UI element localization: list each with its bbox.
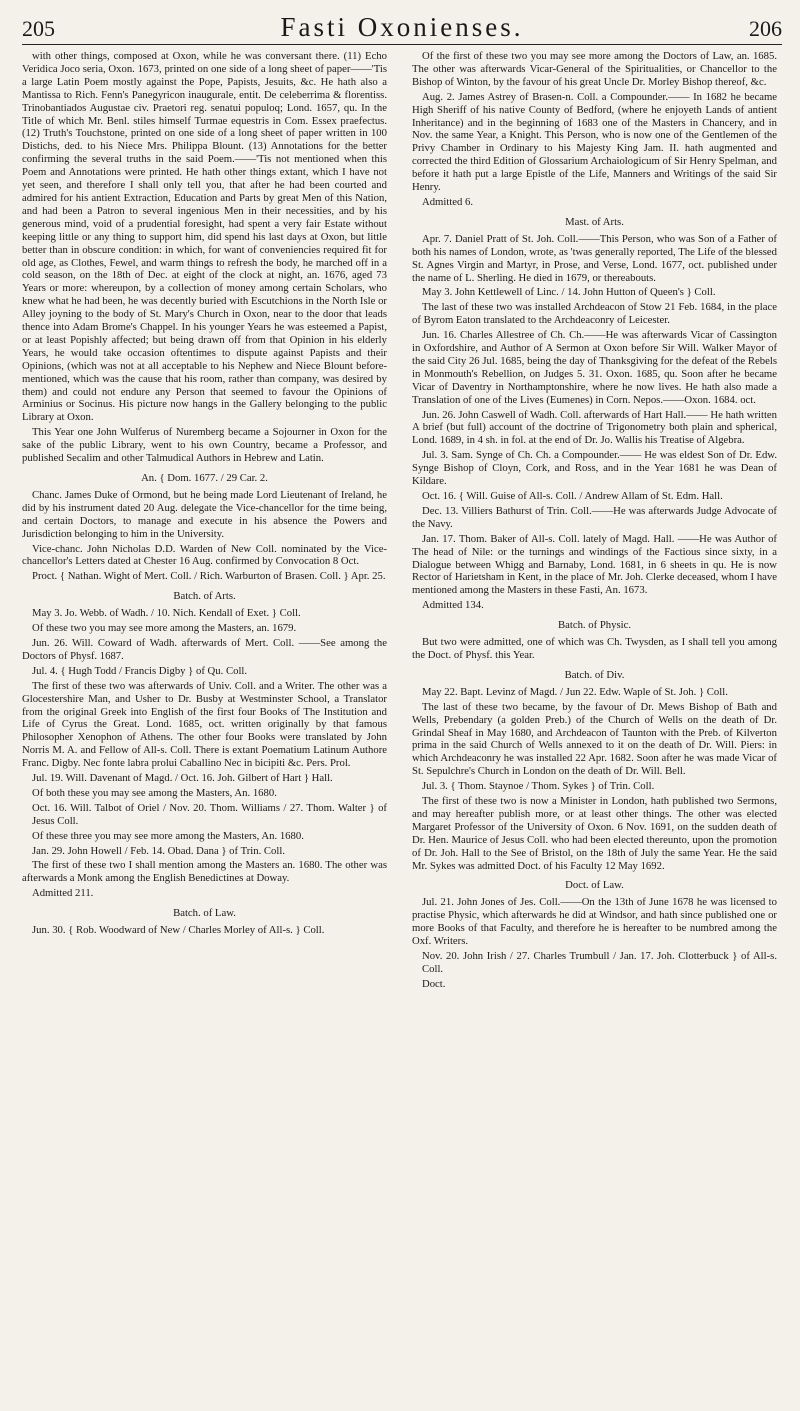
- paragraph: May 3. John Kettlewell of Linc. / 14. John Hutton of Queen's } Coll.: [422, 286, 716, 299]
- paragraph: May 22. Bapt. Levinz of Magd. / Jun 22. Edw. Waple of St. Joh. } Coll.: [422, 685, 728, 698]
- paragraph: But two were admitted, one of which was Ch. Twysden, as I shall tell you among the Doct. of Physf. this Year.: [412, 636, 777, 661]
- paragraph: Jun. 16. Charles Allestree of Ch. Ch.——He was afterwards Vicar of Cassington in Oxfordshire, and Author of A Sermon at Oxon before Sir Will. Walker Mayor of the said City 26 Jul. 1685, being the day of Thanksgiving for the defeat of the Rebels in Monmouth's Rebellion, on Judges 5. 31. Oxon. 1685, qu. Soon after he became Vicar of Daventry in Northamptonshire, where he now lives. He hath also made a Translation of one of the Lives (Eumenes) in Corn. Nepos.——Oxon. 1684. oct.: [412, 329, 777, 406]
- section-heading: Batch. of Arts.: [173, 590, 236, 603]
- paragraph: Jun. 26. John Caswell of Wadh. Coll. afterwards of Hart Hall.—— He hath written A brief (but full) account of the doctrine of Trigonometry both plain and spherical, Lond. 1689, in 4 sh. in fol. at the end of Dr. Jo. Wallis his Treatise of Algebra.: [412, 408, 777, 447]
- paragraph: The first of these two is now a Minister in London, hath published two Sermons, and may hereafter publish more, or at least other things. The other was elected Margaret Professor of the University of Oxon. 6 Nov. 1691, on the sudden death of Dr. Hen. Maurice of Jesus Coll. who had been elected thereunto, upon the promotion of Dr. Joh. Hall to the See of Bristol, on the 18th of July the same Year. He the said Mr. Sykes was admitted Doct. of his Faculty 12 May 1692.: [412, 795, 777, 872]
- section-heading: Batch. of Law.: [173, 907, 236, 920]
- paragraph: Aug. 2. James Astrey of Brasen-n. Coll. a Compounder.—— In 1682 he became High Sheriff of his native County of Bedford, (where he enjoyeth Lands of antient Inheritance) and in the beginning of 1683 one of the Masters in Chancery, and in Nov. the same Year, a Knight. This Person, who is now one of the Gentlemen of the Privy Chamber in Ordinary to his Majesty King Jam. II. hath augmented and corrected the third Edition of Glossarium Archaiologicum of Sir Henry Spelman, and before it hath put a large Epistle of the Life, Manners and Writings of the said Sir Henry.: [412, 90, 777, 194]
- running-head: [22, 10, 782, 45]
- section-heading: Doct. of Law.: [565, 879, 624, 892]
- page-number-left: 205: [22, 16, 55, 41]
- paragraph: Of the first of these two you may see more among the Doctors of Law, an. 1685. The other was afterwards Vicar-General of the Spiritualities, or Chancellor to the Bishop of Winton, by the favour of his great Uncle Dr. Morley Bishop thereof, &c.: [412, 50, 777, 88]
- paragraph: Admitted 134.: [422, 599, 484, 612]
- section-heading: An. { Dom. 1677. / 29 Car. 2.: [141, 472, 268, 484]
- paragraph: Nov. 20. John Irish / 27. Charles Trumbull / Jan. 17. Joh. Clotterbuck } of All-s. Coll.: [422, 950, 777, 975]
- paragraph: with other things, composed at Oxon, while he was conversant there. (11) Echo Veridica Joco seria, Oxon. 1673, printed on one side of a long sheet of paper——'Tis a large Latin Poem mostly against the Pope, Papists, Jesuits, &c. He hath also a Mantissa to Rich. Fenn's Panegyricon inaugurale, entit. De celeberrima & florentiss. Trinobantiados Augustae civ. Praetori reg. senatui populoq; Lond. 1657, qu. In the Title of which Mr. Benl. stiles himself Turmae equestris in Com. Essex praefectus. (12) Truth's Touchstone, printed on one side of a long sheet of paper written in 100 Distichs, ded. to his Niece Mrs. Philippa Blount. (13) Annotations for the better confirming the several truths in the said Poem.——'Tis not mentioned when this Poem and Annotations were printed. He hath other things extant, which I have not yet seen, and therefore I shall only tell you, that after he had been courted and admired for his antient Extraction, Education and Parts by great Men of this Nation, and had been a Patron to several ingenious Men in their necessities, and by his generous mind, void of a prudential foresight, had spent a very fair Estate without keeping little or any thing to support him, did spend his last days at Oxon, but little better than in obscure condition: in which, for want of conveniencies required fit for old age, as Clothes, Fewel, and warm things to refresh the body, he marched off in a cold season, on the 18th of Dec. at eight of the clock at night, an. 1676, aged 73 Years or more: whereupon, by a collection of money among certain Scholars, who knew what he had been, he was decently buried with Escutchions in the North Isle or Alley joyning to the body of St. Mary's Church in Oxon, near to the door that leads thence into Adam Brome's Chappel. In his younger Years he was esteemed a Papist, or at least Popishly affected; but being drawn off from that Opinion in his elderly Years, he would take occasion oftentimes to dispute against Papists and their Opinions, (which was not at all acceptable to his Nephew and Niece Blount before-mentioned, which was the cause that his room, rather than company, was desired by them) and could not endure any Person that seemed to favour the Opinions of Arminius or Socinus. His picture now hangs in the Gallery belonging to the public Library at Oxon.: [22, 50, 387, 424]
- paragraph: Chanc. James Duke of Ormond, but he being made Lord Lieutenant of Ireland, he did by his instrument dated 20 Aug. delegate the Vice-chancellor for the time being, and certain Doctors, to manage and execute in his absence the Powers and Jurisdiction belonging to him in the University.: [22, 488, 387, 540]
- paragraph: Admitted 6.: [422, 195, 474, 208]
- paragraph: May 3. Jo. Webb. of Wadh. / 10. Nich. Kendall of Exet. } Coll.: [32, 607, 301, 620]
- paragraph: Proct. { Nathan. Wight of Mert. Coll. / Rich. Warburton of Brasen. Coll. } Apr. 25.: [32, 570, 386, 583]
- paragraph: Jul. 21. John Jones of Jes. Coll.——On the 13th of June 1678 he was licensed to practise Physic, which afterwards he did at Windsor, and hath since published one or more Books of that Faculty, and therefore he is hereafter to be numbred among the Oxf. Writers.: [412, 896, 777, 948]
- left-column: [22, 50, 387, 939]
- paragraph: Jan. 29. John Howell / Feb. 14. Obad. Dana } of Trin. Coll.: [32, 844, 286, 857]
- section-heading: Batch. of Physic.: [557, 619, 632, 632]
- paragraph: The first of these two I shall mention among the Masters an. 1680. The other was afterwards a Monk among the English Benedictines at Doway.: [22, 859, 387, 885]
- paragraph: This Year one John Wulferus of Nuremberg became a Sojourner in Oxon for the sake of the public Library, went to his own Country, became a Professor, and published Secalim and other Talmudical Authors in Hebrew and Latin.: [22, 426, 387, 465]
- right-column: [412, 50, 777, 993]
- page-number-right: 206: [749, 16, 782, 41]
- paragraph: Jul. 3. Sam. Synge of Ch. Ch. a Compounder.—— He was eldest Son of Dr. Edw. Synge Bishop of Cloyn, Cork, and Ross, and in the Year 1681 he was Dean of Kildare.: [412, 449, 777, 488]
- paragraph: Jun. 26. Will. Coward of Wadh. afterwards of Mert. Coll. ——See among the Doctors of Physf. 1687.: [22, 636, 387, 662]
- paragraph: The first of these two was afterwards of Univ. Coll. and a Writer. The other was a Glocestershire Man, and Usher to Dr. Busby at Westminster School, a Translator from the original Greek into English of the first four Books of The Institution and Life of Cyrus the Great. Lond. 1685, oct. written originally by that famous Philosopher Xenophon of Athens. The other four Books were translated by John Norris M. A. and Fellow of All-s. Coll. There is extant Poematium Latinum Authore Franc. Digby. Nec fonte labra prolui Caballino Nec in bicipiti &c. Pers. Prol.: [22, 679, 387, 770]
- paragraph: Vice-chanc. John Nicholas D.D. Warden of New Coll. nominated by the Vice-chancellor's Letters dated at Chester 16 Aug. confirmed by Convocation 8 Oct.: [22, 542, 387, 568]
- paragraph: Jan. 17. Thom. Baker of All-s. Coll. lately of Magd. Hall. ——He was Author of The head of Nile: or the turnings and windings of the Factious since sixty, in a Dialogue between Whigg and Barnaby, Lond. 1681, in 6 sheets in qu. He is now Rector of Harietsham in Kent, in the place of Mr. Joh. Clerke deceased, whom I have mentioned among the Masters in these Fasti, An. 1673.: [412, 532, 777, 597]
- running-title: Fasti Oxonienses.: [280, 12, 524, 42]
- paragraph: Of both these you may see among the Masters, An. 1680.: [32, 786, 277, 799]
- paragraph: Jun. 30. { Rob. Woodward of New / Charles Morley of All-s. } Coll.: [32, 924, 325, 937]
- paragraph: Admitted 211.: [32, 887, 94, 900]
- section-heading: Batch. of Div.: [564, 668, 625, 681]
- paragraph: The last of these two became, by the favour of Dr. Mews Bishop of Bath and Wells, Prebendary (a golden Preb.) of the Church of Wells on the death of Dr. Grindal Sheaf in May 1680, and Archdeacon of Taunton with the Preb. of Kilverton prima in the said Church of Wells annexed to it on the death of Dr. Will. Piers: in which Archdeaconry he was installed 22 Apr. 1682. Soon after he was made Vicar of St. Sepulchre's Church in London on the death of Dr. Will. Bell.: [412, 700, 777, 778]
- paragraph: Of these three you may see more among the Masters, An. 1680.: [32, 829, 304, 842]
- paragraph: The last of these two was installed Archdeacon of Stow 21 Feb. 1684, in the place of Byrom Eaton translated to the Archdeaconry of Leicester.: [412, 301, 777, 327]
- paragraph: Jul. 3. { Thom. Staynoe / Thom. Sykes } of Trin. Coll.: [422, 780, 655, 793]
- section-heading: Mast. of Arts.: [565, 215, 624, 228]
- paragraph: Of these two you may see more among the Masters, an. 1679.: [32, 622, 297, 635]
- paragraph: Oct. 16. { Will. Guise of All-s. Coll. / Andrew Allam of St. Edm. Hall.: [422, 490, 723, 502]
- paragraph: Oct. 16. Will. Talbot of Oriel / Nov. 20. Thom. Williams / 27. Thom. Walter } of Jesus Coll.: [32, 801, 387, 827]
- paragraph: Apr. 7. Daniel Pratt of St. Joh. Coll.——This Person, who was Son of a Father of both his names of London, wrote, as 'twas generally reported, The Life of the blessed St. Agnes Virgin and Martyr, in Prose, and Verse, Lond. 1677, oct. published under the name of L. Sherling. He died in 1679, or thereabouts.: [412, 232, 777, 284]
- paragraph: Doct.: [422, 977, 446, 990]
- paragraph: Dec. 13. Villiers Bathurst of Trin. Coll.——He was afterwards Judge Advocate of the Navy.: [412, 504, 777, 530]
- paragraph: Jul. 4. { Hugh Todd / Francis Digby } of Qu. Coll.: [32, 664, 248, 677]
- paragraph: Jul. 19. Will. Davenant of Magd. / Oct. 16. Joh. Gilbert of Hart } Hall.: [32, 772, 333, 785]
